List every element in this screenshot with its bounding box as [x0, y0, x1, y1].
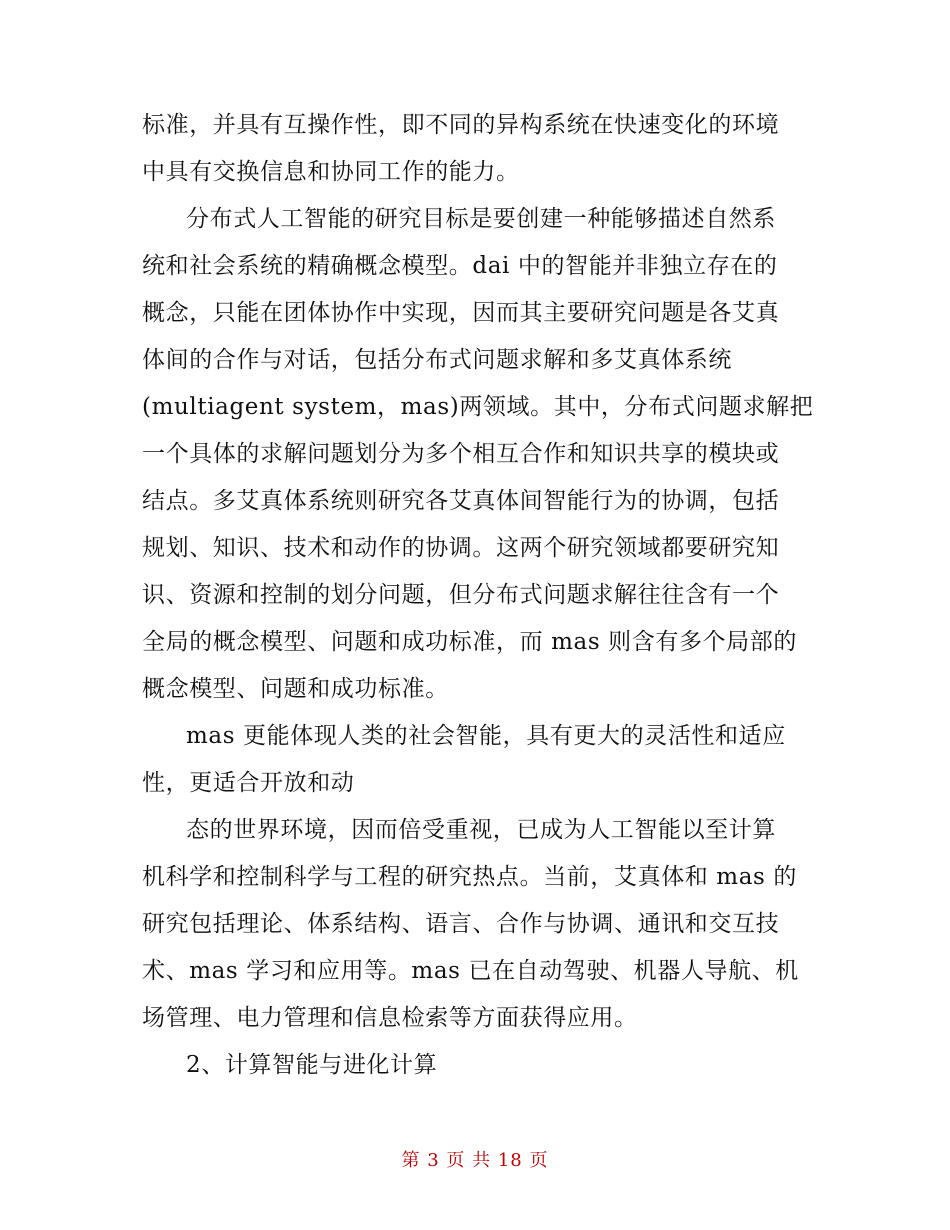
text-line: 规划、知识、技术和动作的协调。这两个研究领域都要研究知	[142, 535, 780, 561]
text-line: 统和社会系统的精确概念模型。dai 中的智能并非独立存在的	[142, 253, 778, 279]
text-line: 概念模型、问题和成功标准。	[142, 676, 449, 702]
text-line: 结点。多艾真体系统则研究各艾真体间智能行为的协调，包括	[142, 488, 780, 514]
text-line: (multiagent system，mas)两领域。其中，分布式问题求解把	[142, 394, 814, 420]
page-footer: 第 3 页 共 18 页	[401, 1150, 549, 1171]
text-line: 场管理、电力管理和信息检索等方面获得应用。	[142, 1005, 638, 1031]
text-line: 性，更适合开放和动	[142, 770, 355, 796]
text-line: 术、mas 学习和应用等。mas 已在自动驾驶、机器人导航、机	[142, 958, 799, 984]
text-line: 研究包括理论、体系结构、语言、合作与协调、通讯和交互技	[142, 911, 780, 937]
text-line: 机科学和控制科学与工程的研究热点。当前，艾真体和 mas 的	[142, 864, 797, 890]
text-line: 体间的合作与对话，包括分布式问题求解和多艾真体系统	[142, 347, 732, 373]
paragraph-start: 分布式人工智能的研究目标是要创建一种能够描述自然系	[186, 206, 776, 232]
text-line: 识、资源和控制的划分问题，但分布式问题求解往往含有一个	[142, 582, 780, 608]
text-line: 一个具体的求解问题划分为多个相互合作和知识共享的模块或	[142, 441, 780, 467]
text-line: 标准，并具有互操作性，即不同的异构系统在快速变化的环境	[142, 112, 780, 138]
paragraph-start: mas 更能体现人类的社会智能，具有更大的灵活性和适应	[186, 723, 786, 749]
text-line: 中具有交换信息和协同工作的能力。	[142, 159, 520, 185]
text-line: 概念，只能在团体协作中实现，因而其主要研究问题是各艾真	[142, 300, 780, 326]
section-heading: 2、计算智能与进化计算	[186, 1052, 438, 1078]
paragraph-start: 态的世界环境，因而倍受重视，已成为人工智能以至计算	[186, 817, 776, 843]
text-line: 全局的概念模型、问题和成功标准，而 mas 则含有多个局部的	[142, 629, 797, 655]
